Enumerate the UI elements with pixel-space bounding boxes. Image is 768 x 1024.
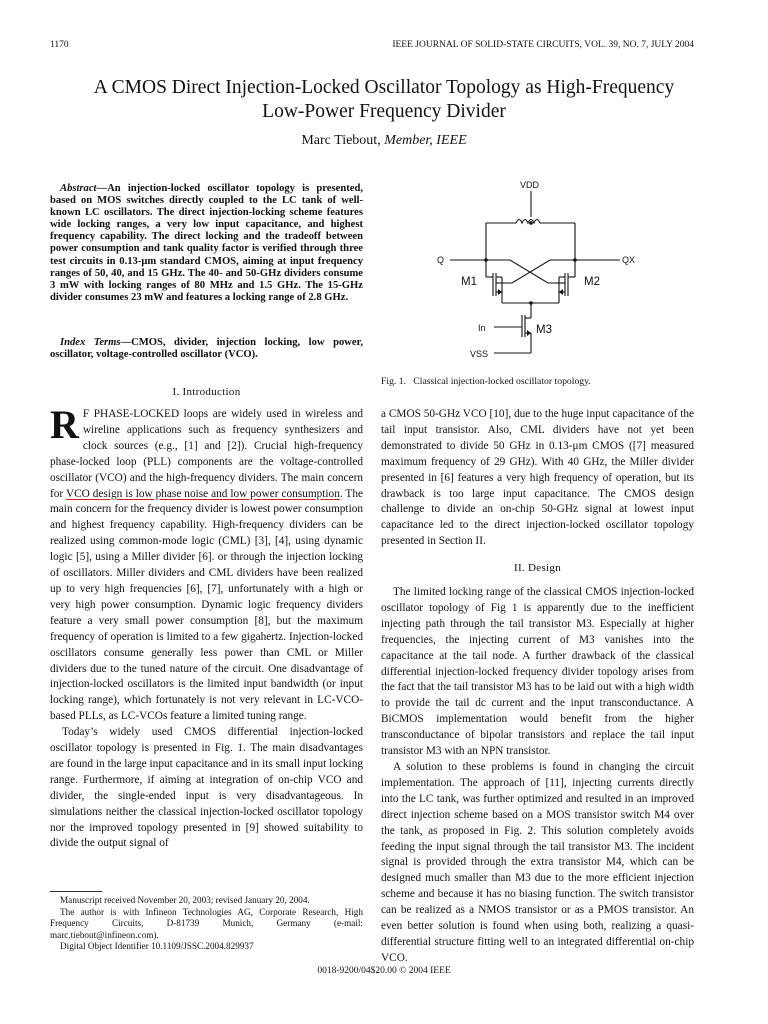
index-terms xyxy=(50,337,363,361)
column-right-top xyxy=(381,407,694,550)
underlined-text: VCO design is low phase noise and low power consumption xyxy=(65,487,340,500)
label-in: In xyxy=(478,323,486,333)
label-vss: VSS xyxy=(470,349,489,359)
column-left-body xyxy=(50,402,363,852)
author-role: Member, IEEE xyxy=(384,133,467,148)
intro-paragraph-3: a CMOS 50-GHz VCO [10], due to the huge input capacitance of the tail input transistor. Also, CML dividers have not yet been demonstrated to divide 50 GHz in 0.13-μm CMOS ([7] measured maximum frequency of 29 GHz). With 40 GHz, the Miller divider presented in [6] features a very high frequency of operation, but its drawback is too large input capacitance. The CMOS design challenge to divide an on-chip 50-GHz signal at lowest input capacitance led to the direct injection-locked oscillator topology presented in Section II. xyxy=(381,408,694,548)
author-line xyxy=(0,133,768,149)
paper-title xyxy=(0,76,768,124)
author-name: Marc Tiebout, xyxy=(301,133,381,148)
inductor-icon xyxy=(516,220,540,224)
page-number: 1170 xyxy=(50,40,69,50)
design-paragraph-1: The limited locking range of the classical CMOS injection-locked oscillator topology of Fig 1 is apparently due to the inefficient injecting path through the tail transistor M3. Especially at higher frequencies, the injecting current of M3 vanishes into the capacitance at the tail node. A further drawback of the classical differential injection-locked frequency divider topology arises from the fact that the tail transistor M3 has to be laid out with a high width to provide the tail dc current and the input transconductance. A BiCMOS implementation would benefit from the higher transconductance of bipolar transistors and replace the tail input transistor M3 with an NPN transistor. xyxy=(381,586,694,758)
intro-paragraph-1 xyxy=(50,402,363,725)
copyright-line: 0018-9200/04$20.00 © 2004 IEEE xyxy=(317,966,451,976)
figure-1-schematic xyxy=(430,175,660,365)
label-m2: M2 xyxy=(584,276,600,288)
m3-arrow-icon xyxy=(527,330,531,336)
drop-cap: R xyxy=(50,402,79,447)
index-terms-text: —CMOS, divider, injection locking, low power, oscillator, voltage-controlled oscillator (VCO). xyxy=(50,337,363,361)
m2-arrow-icon xyxy=(559,289,563,295)
footnote-rule xyxy=(50,891,102,892)
title-line-1: A CMOS Direct Injection-Locked Oscillator Topology as High-Frequency xyxy=(93,77,675,98)
running-header: IEEE JOURNAL OF SOLID-STATE CIRCUITS, VOL. 39, NO. 7, JULY 2004 xyxy=(392,40,694,50)
column-right-design xyxy=(381,585,694,967)
label-m3: M3 xyxy=(536,324,552,336)
label-qx: QX xyxy=(622,255,636,265)
figure-1-caption: Fig. 1. Classical injection-locked oscillator topology. xyxy=(381,376,591,387)
index-terms-label: Index Terms xyxy=(60,337,121,348)
label-vdd: VDD xyxy=(520,180,540,190)
intro-p1-text-a: F PHASE-LOCKED loops are widely used in wireless and wireline applications such as frequency synthesizers and clock sources (e.g., [1] and [2]). Crucial high-frequency phase-locked loop (PLL) components are the voltage-controlled oscillator (VCO) and the high-frequency dividers. The main concern for xyxy=(50,408,363,500)
design-paragraph-2: A solution to these problems is found in changing the circuit implementation. The approach of [11], injecting currents directly into the LC tank, was further optimized and resulted in an improved direct injection scheme based on a MOS transistor switch M4 over the tank, as proposed in Fig. 2. This solution completely avoids feeding the input signal through the tail transistor M3. The incident signal is provided through the extra transistor M4, which can be designed much smaller than M3 due to the more efficient injection scheme and because it has no biasing function. The switch transistor can be realized as a NMOS transistor or as a PMOS transistor. An even better solution is found when using both, realizing a quasi-differential structure fitting well to an integrated differential on-chip VCO. xyxy=(381,760,694,964)
footnote-received: Manuscript received November 20, 2003; revised January 20, 2004. xyxy=(60,895,310,905)
footnote-doi: Digital Object Identifier 10.1109/JSSC.2004.829937 xyxy=(60,941,254,952)
intro-paragraph-2: Today’s widely used CMOS differential injection-locked oscillator topology is presented in Fig. 1. The main disadvantages are found in the large input capacitance and in its small input locking range. Furthermore, if aiming at integration of on-chip VCO and divider, the single-ended input is very disadvantageous. In simulations neither the classical injection-locked oscillator topology nor the improved topology presented in [9] showed suitability to divide the output signal of xyxy=(50,726,363,850)
label-m1: M1 xyxy=(461,276,477,288)
title-line-2: Low-Power Frequency Divider xyxy=(262,101,506,122)
footnotes xyxy=(50,895,363,953)
abstract-label: Abstract xyxy=(60,183,97,194)
label-q: Q xyxy=(437,255,445,265)
section-title-introduction: I. Introduction xyxy=(172,386,241,398)
intro-p1-text-b: . The main concern for the frequency divider is lowest power consumption and highest frequency capability. High-frequency dividers can be realized using common-mode logic (CML) [3], [4], using dynamic logic [5], using a Miller divider [6]. or through the injection locking of oscillators. Miller dividers and CML dividers have been realized up to very high frequencies [6], [7], unfortunately with a high or very high power consumption. Dynamic logic frequency dividers feature a very small power consumption [8], but the maximum frequency of operation is limited to a few gigahertz. Injection-locked oscillators consume generally less power than CML or Miller dividers due to the tuned nature of the circuit. One disadvantage of injection-locked oscillators is the limited input bandwidth (or input locking range), which fortunately is not very relevant in LC-VCO-based PLLs, as LC-VCOs feature a limited tuning range. xyxy=(50,487,363,723)
abstract xyxy=(50,183,363,304)
abstract-text: —An injection-locked oscillator topology is presented, based on MOS switches directly coupled to the LC tank of well-known LC oscillators. The direct injection-locking scheme features wide locking ranges, a very low input capacitance, and highest frequency capability. The direct locking and the tradeoff between power consumption and tank quality factor is verified through three test circuits in 0.13-μm standard CMOS, aiming at input frequency ranges of 50, 40, and 15 GHz. The 40- and 50-GHz dividers consume 3 mW with locking ranges of 80 MHz and 1.5 GHz. The 15-GHz divider consumes 23 mW and features a locking range of 2.8 GHz. xyxy=(50,183,363,303)
section-title-design: II. Design xyxy=(514,562,561,574)
m1-arrow-icon xyxy=(498,289,502,295)
footnote-affiliation: The author is with Infineon Technologies AG, Corporate Research, High Frequency Circuits, D-81739 Munich, Germany (e-mail: marc.tiebout@infineon.com). xyxy=(50,906,363,940)
